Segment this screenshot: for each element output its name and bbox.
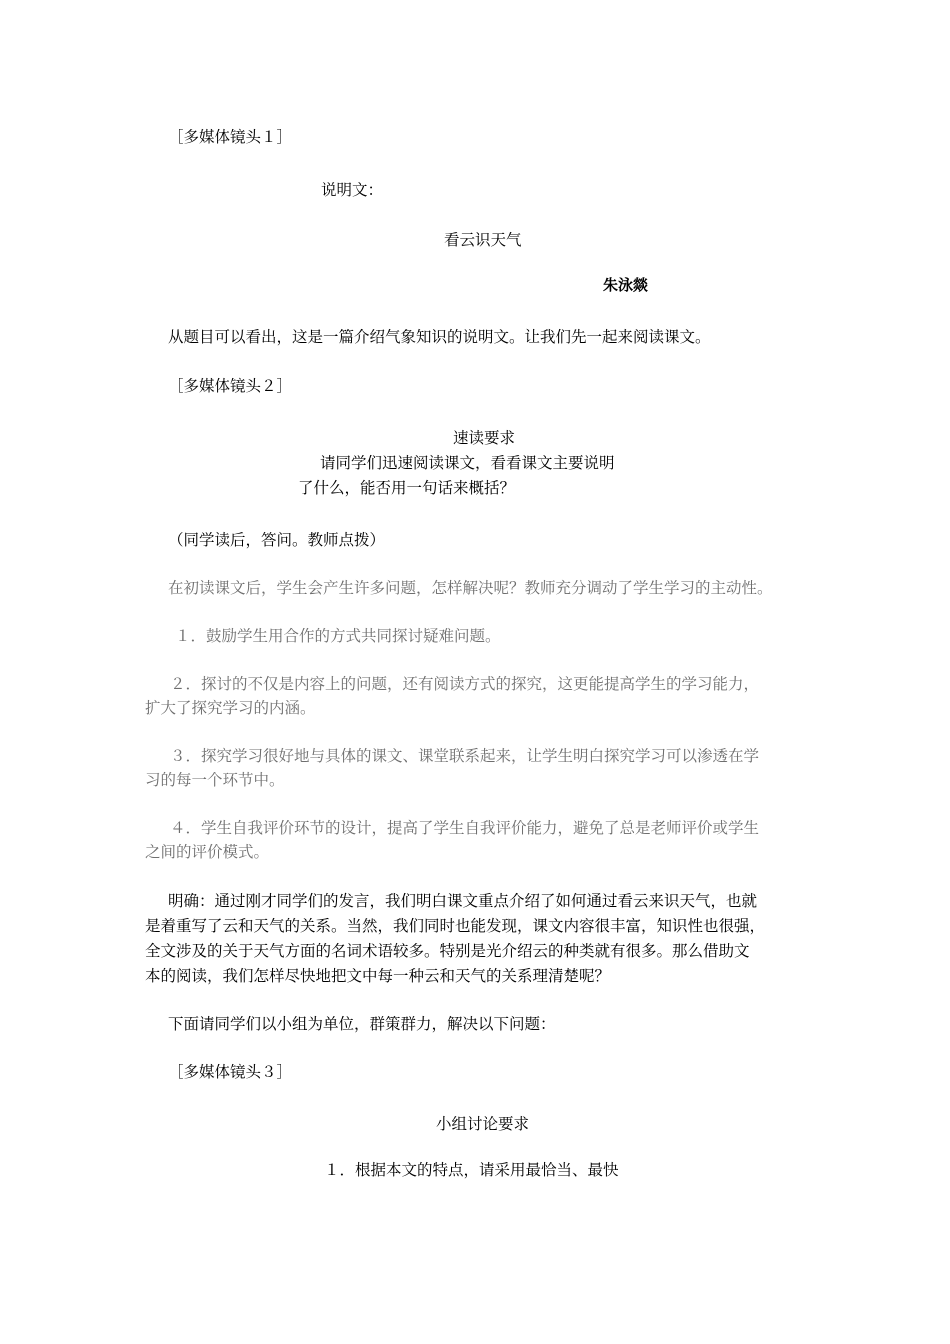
reading-note: （同学读后，答问。教师点拨） — [168, 531, 386, 549]
clarify-paragraph: 明确：通过刚才同学们的发言，我们明白课文重点介绍了如何通过看云来识天气，也就 — [168, 892, 758, 910]
comment-item: １．鼓励学生用合作的方式共同探讨疑难问题。 — [175, 627, 501, 645]
shot1-label: ［多媒体镜头１］ — [168, 128, 293, 146]
speed-read-title: 速读要求 — [453, 429, 516, 447]
speed-read-line: 请同学们迅速阅读课文，看看课文主要说明 — [320, 454, 615, 472]
author-name: 朱泳燚 — [603, 276, 649, 294]
comment-item: ２．探讨的不仅是内容上的问题，还有阅读方式的探究，这更能提高学生的学习能力， — [170, 675, 760, 693]
speed-read-line: 了什么，能否用一句话来概括？ — [298, 479, 516, 497]
group-title: 小组讨论要求 — [436, 1115, 530, 1133]
comment-item-continued: 扩大了探究学习的内涵。 — [145, 699, 316, 717]
intro-paragraph: 从题目可以看出，这是一篇介绍气象知识的说明文。让我们先一起来阅读课文。 — [168, 328, 711, 346]
clarify-paragraph: 本的阅读，我们怎样尽快地把文中每一种云和天气的关系理清楚呢？ — [145, 967, 611, 985]
clarify-paragraph: 是着重写了云和天气的关系。当然，我们同时也能发现，课文内容很丰富，知识性也很强， — [145, 917, 766, 935]
comment-intro: 在初读课文后，学生会产生许多问题，怎样解决呢？教师充分调动了学生学习的主动性。 — [168, 579, 773, 597]
article-title: 看云识天气 — [444, 231, 522, 249]
comment-item: ４．学生自我评价环节的设计，提高了学生自我评价能力，避免了总是老师评价或学生 — [170, 819, 760, 837]
group-item: １．根据本文的特点，请采用最恰当、最快 — [324, 1161, 619, 1179]
comment-item-continued: 之间的评价模式。 — [145, 843, 270, 861]
clarify-paragraph: 全文涉及的关于天气方面的名词术语较多。特别是光介绍云的种类就有很多。那么借助文 — [145, 942, 750, 960]
shot3-label: ［多媒体镜头３］ — [168, 1063, 293, 1081]
shot2-label: ［多媒体镜头２］ — [168, 377, 293, 395]
comment-item: ３．探究学习很好地与具体的课文、课堂联系起来，让学生明白探究学习可以渗透在学 — [170, 747, 760, 765]
comment-item-continued: 习的每一个环节中。 — [145, 771, 285, 789]
group-intro: 下面请同学们以小组为单位，群策群力，解决以下问题： — [168, 1015, 556, 1033]
genre-label: 说明文： — [321, 181, 384, 199]
